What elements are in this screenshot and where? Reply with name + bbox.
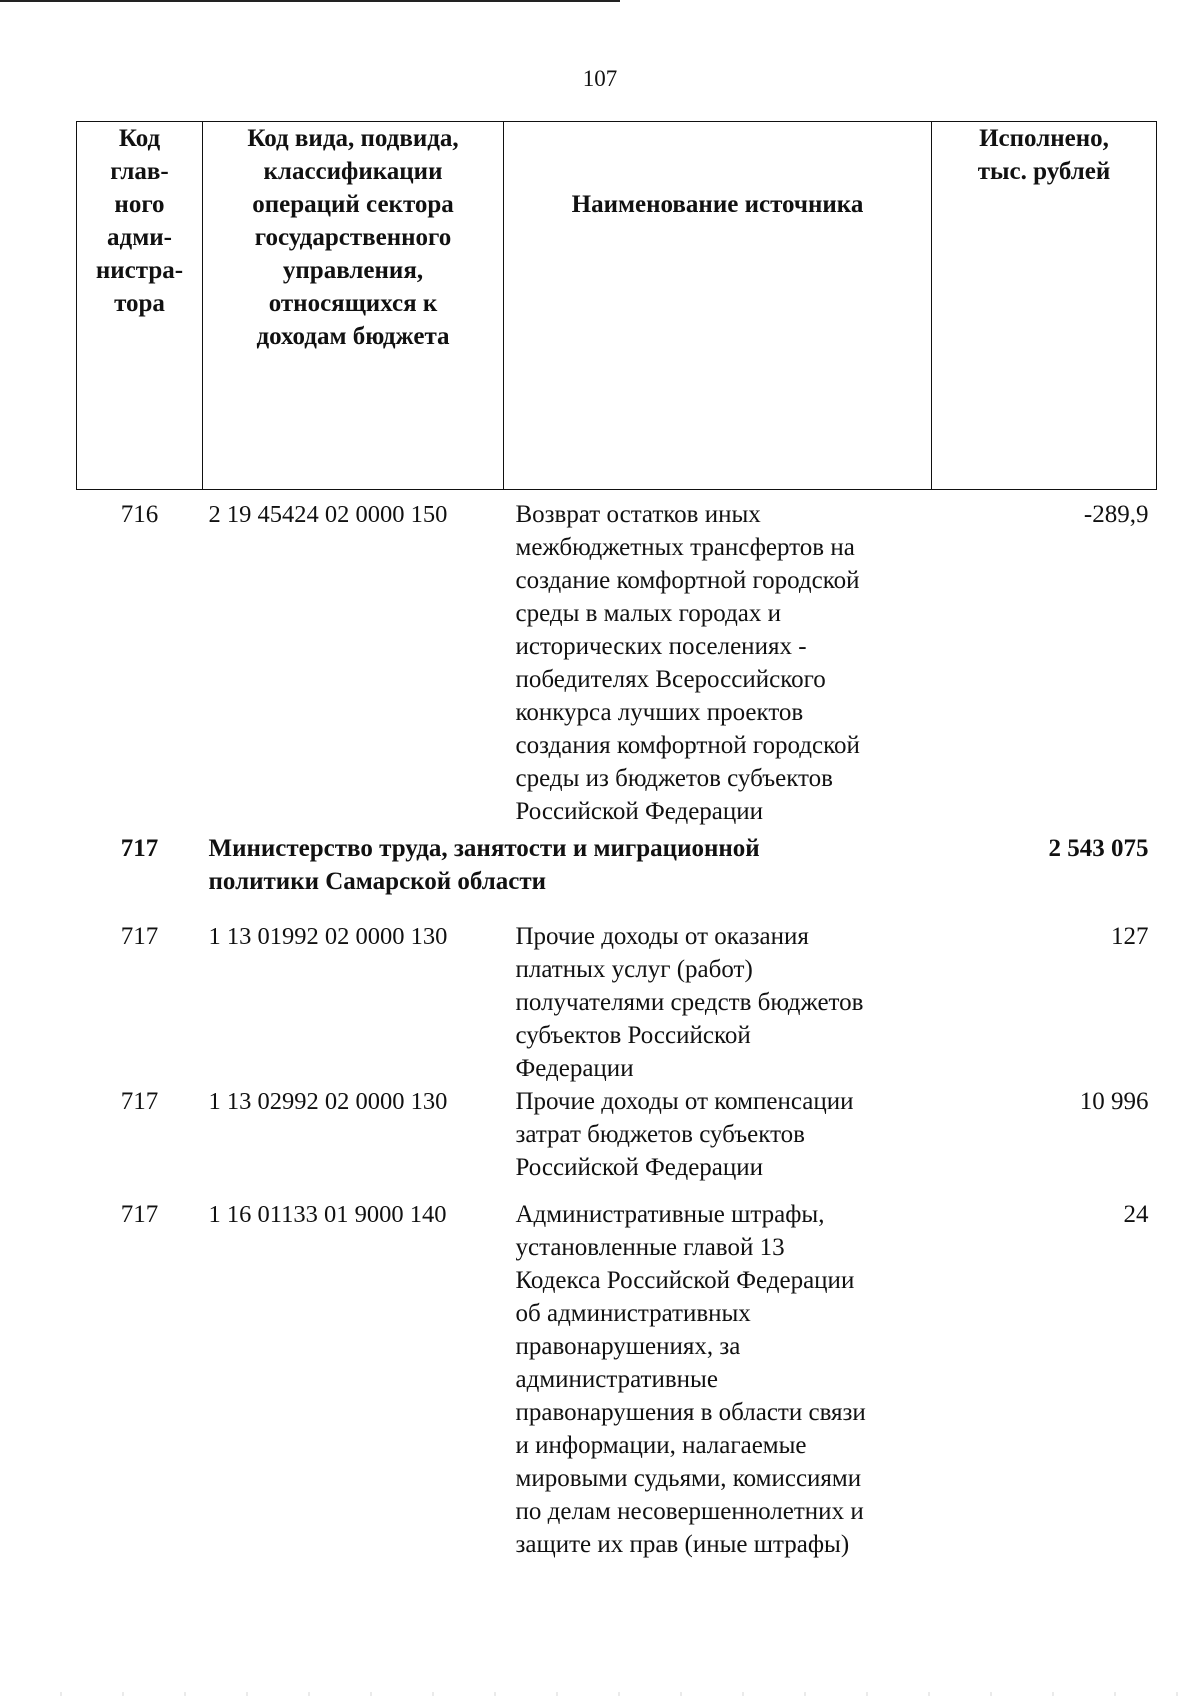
organization-row <box>77 828 1157 898</box>
header-amount: Исполнено, тыс. рублей <box>932 122 1157 490</box>
admin-code-cell: 717 <box>120 835 159 862</box>
admin-code-cell: 717 <box>120 1088 159 1115</box>
table-row <box>77 490 1157 829</box>
source-name-cell: Административные штрафы, установленные главой 13 Кодекса Российской Федерации об административных правонарушениях, за административные правонарушения в области связи и информации, налагаемые мировыми судьями, комиссиями по делам несовершеннолетних и защите их прав (иные штрафы) <box>515 1201 866 1558</box>
source-name-cell: Прочие доходы от оказания платных услуг (работ) получателями средств бюджетов субъектов Российской Федерации <box>515 923 864 1082</box>
table-header-row <box>77 122 1157 490</box>
amount-cell: 24 <box>1123 1201 1149 1228</box>
scan-noise <box>0 1692 1200 1696</box>
table-row <box>77 920 1157 1085</box>
amount-cell: -289,9 <box>1083 501 1149 528</box>
admin-code-cell: 717 <box>120 1201 159 1228</box>
scan-edge-line <box>0 0 620 2</box>
type-code-cell: 1 13 02992 02 0000 130 <box>208 1088 448 1115</box>
source-name-cell: Прочие доходы от компенсации затрат бюджетов субъектов Российской Федерации <box>515 1088 854 1181</box>
amount-cell: 10 996 <box>1079 1088 1149 1115</box>
type-code-cell: 1 16 01133 01 9000 140 <box>208 1201 447 1228</box>
admin-code-cell: 716 <box>120 501 159 528</box>
organization-title: Министерство труда, занятости и миграционной политики Самарской области <box>208 835 760 895</box>
row-spacer <box>77 1184 1157 1198</box>
table-row <box>77 1085 1157 1184</box>
amount-cell: 2 543 075 <box>1048 835 1149 862</box>
revenue-table <box>76 121 1157 1561</box>
table-row <box>77 1198 1157 1561</box>
row-spacer <box>77 898 1157 920</box>
header-admin-code: Код глав- ного адми- нистра- тора <box>77 122 203 490</box>
type-code-cell: 1 13 01992 02 0000 130 <box>208 923 448 950</box>
page-number: 107 <box>582 66 618 91</box>
header-type-code: Код вида, подвида, классификации операций сектора государственного управления, относящихся к доходам бюджета <box>203 122 504 490</box>
header-source-name: Наименование источника <box>504 122 932 490</box>
source-name-cell: Возврат остатков иных межбюджетных трансфертов на создание комфортной городской среды в малых городах и исторических поселениях - победителях Всероссийского конкурса лучших проектов создания комфортной городской среды из бюджетов субъектов Российской Федерации <box>515 501 860 825</box>
amount-cell: 127 <box>1111 923 1149 950</box>
type-code-cell: 2 19 45424 02 0000 150 <box>208 501 448 528</box>
admin-code-cell: 717 <box>120 923 159 950</box>
